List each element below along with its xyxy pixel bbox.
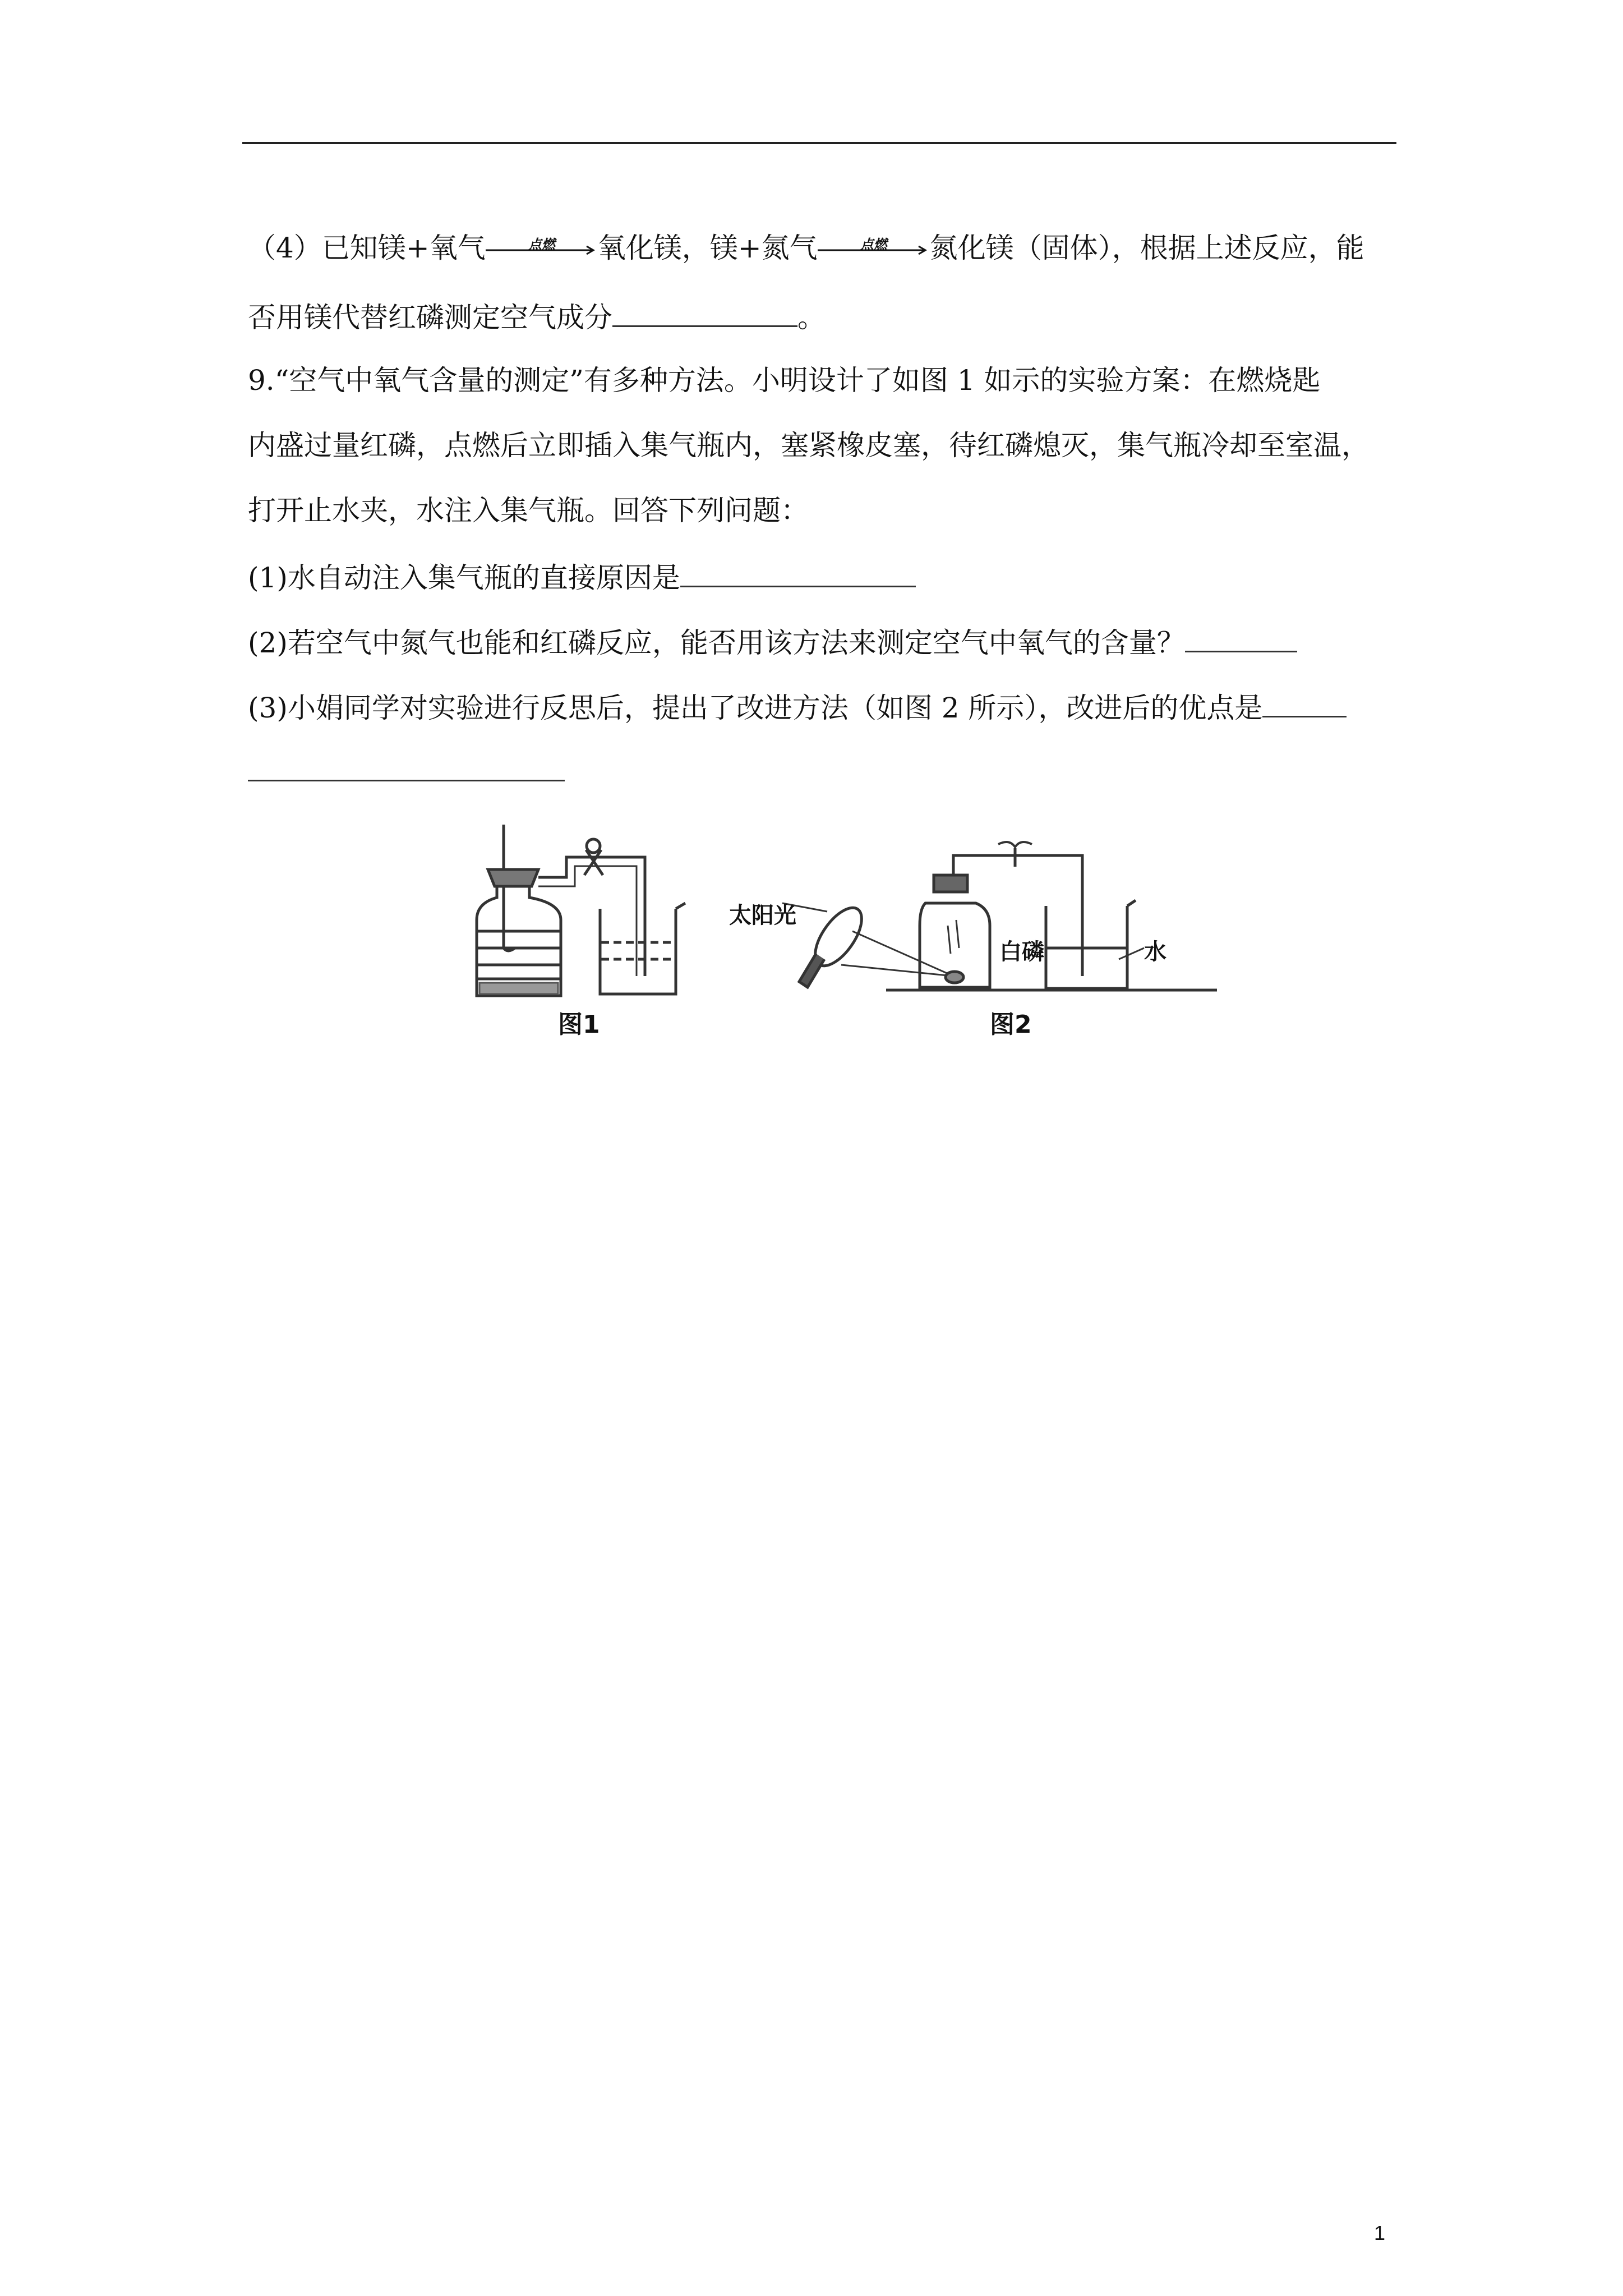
q8-prefix: （4）已知镁+氧气 — [248, 232, 486, 264]
figure2-caption: 图2 — [990, 1010, 1032, 1039]
q8-suffix: 氮化镁（固体），根据上述反应，能 — [929, 232, 1364, 264]
q9-line1: 9.“空气中氧气含量的测定”有多种方法。小明设计了如图 1 如示的实验方案：在燃烧匙 — [248, 364, 1321, 397]
q9-line3: 打开止水夹，水注入集气瓶。回答下列问题： — [248, 494, 809, 527]
experiment-figures — [0, 0, 1623, 1066]
page-number: 1 — [1374, 2221, 1386, 2244]
q8-line2-end: 。 — [797, 301, 826, 334]
white-phosphorus-label: 白磷 — [999, 939, 1044, 965]
figure2-apparatus — [782, 842, 1217, 990]
q9-sub1-text: (1)水自动注入集气瓶的直接原因是 — [248, 562, 680, 594]
arrow-condition-2: 点燃 — [860, 236, 887, 252]
water-label: 水 — [1144, 939, 1166, 965]
sunlight-label: 太阳光 — [729, 903, 796, 928]
figure1-apparatus — [477, 825, 685, 996]
q8-line2-text: 否用镁代替红磷测定空气成分 — [248, 301, 612, 334]
figure1-caption: 图1 — [558, 1010, 600, 1039]
arrow-condition-1: 点燃 — [528, 236, 555, 252]
q9-line2: 内盛过量红磷，点燃后立即插入集气瓶内，塞紧橡皮塞，待红磷熄灭，集气瓶冷却至室温， — [248, 429, 1370, 462]
q8-mid: 氧化镁，镁+氮气 — [597, 232, 818, 264]
q9-sub2-text: (2)若空气中氮气也能和红磷反应，能否用该方法来测定空气中氧气的含量？ — [248, 627, 1185, 659]
q9-sub3-text: (3)小娟同学对实验进行反思后，提出了改进方法（如图 2 所示），改进后的优点是 — [248, 692, 1263, 724]
